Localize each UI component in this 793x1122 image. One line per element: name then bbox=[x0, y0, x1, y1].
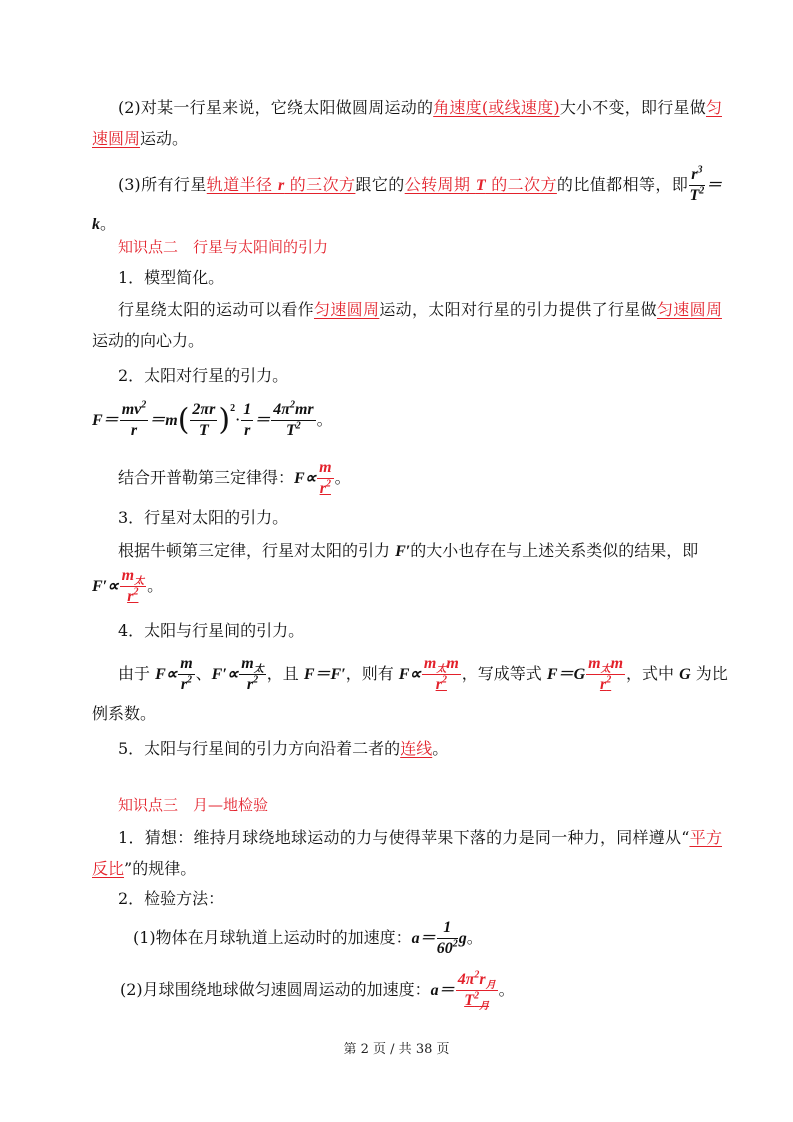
paragraph-continued: 例系数。 bbox=[92, 704, 157, 723]
answer-blank: 匀速圆周 bbox=[313, 300, 380, 319]
formula: F′∝ $\frac{m_太}{r^2}$ 。 bbox=[92, 567, 164, 605]
text: 运动。 bbox=[140, 129, 189, 148]
text: 跟它的 bbox=[355, 175, 405, 194]
item-title: 2．检验方法： bbox=[118, 889, 225, 908]
text: (2)对某一行星来说，它绕太阳做圆周运动的 bbox=[118, 98, 434, 117]
answer-fraction: $\frac{m_太}{r^2}$ bbox=[121, 567, 145, 605]
paragraph: 根据牛顿第三定律，行星对太阳的引力 F′的大小也存在与上述关系类似的结果，即 bbox=[118, 541, 699, 560]
paragraph-2 bbox=[92, 92, 722, 154]
answer-blank: 轨道半径 r 的三次方 bbox=[206, 175, 356, 194]
paragraph: 结合开普勒第三定律得：F∝ $\frac{m}{r^2}$ 。 bbox=[118, 459, 351, 497]
sub-item: (1)物体在月球轨道上运动时的加速度：a＝ $\frac{1}{60^2}$ g。 bbox=[133, 919, 483, 957]
answer-blank: 平方反比 bbox=[92, 828, 722, 878]
formula: ＝k bbox=[92, 177, 722, 233]
paragraph: 由于 F∝ $\frac{m}{r^2}$ 、F′∝ $\frac{m_太}{r^2}$ ，且 F＝F′，则有 F∝ $\frac{m_太m}{r^2}$ ，写成等式 F＝G $\frac{m_太m}{r^2}$ ，式中 G 为比 bbox=[118, 655, 728, 693]
item-title: 1．模型简化。 bbox=[118, 268, 225, 287]
formula-gravity: F＝ $\frac{mv^2}{r}$ ＝m( $\frac{2\pi r}{T}$ )$^2$· $\frac{1}{r}$ ＝ $\frac{4\pi^2mr}{T^2}$ 。 bbox=[92, 399, 333, 439]
answer-fraction: $\frac{m_太m}{r^2}$ bbox=[588, 655, 624, 693]
sub-item: (2)月球围绕地球做匀速圆周运动的加速度：a＝ $\frac{4\pi^2r_月}{T^2_月}$ 。 bbox=[120, 969, 515, 1013]
text: (3)所有行星 bbox=[118, 175, 207, 194]
paragraph: 1．猜想：维持月球绕地球运动的力与使得苹果下落的力是同一种力，同样遵从“平方反比”的规律。 bbox=[92, 828, 722, 878]
text: 的比值都相等，即 bbox=[556, 175, 689, 194]
section-heading: 知识点二 行星与太阳间的引力 bbox=[118, 238, 329, 256]
answer-blank: 角速度(或线速度) bbox=[433, 98, 560, 117]
item-title: 5．太阳与行星间的引力方向沿着二者的连线。 bbox=[118, 739, 449, 758]
answer-fraction: $\frac{m}{r^2}$ bbox=[319, 459, 332, 497]
text: 大小不变，即行星做 bbox=[559, 98, 706, 117]
answer-fraction: $\frac{4\pi^2r_月}{T^2_月}$ bbox=[457, 969, 496, 1013]
paragraph-3: (3)所有行星轨道半径 r 的三次方跟它的公转周期 T 的二次方的比值都相等，即 $\frac{r^3}{T^2}$ ＝k。 bbox=[92, 164, 722, 233]
section-heading: 知识点三 月—地检验 bbox=[118, 796, 269, 814]
answer-blank: 公转周期 T 的二次方 bbox=[404, 175, 557, 194]
item-title: 4．太阳与行星间的引力。 bbox=[118, 621, 305, 640]
paragraph: 行星绕太阳的运动可以看作匀速圆周运动，太阳对行星的引力提供了行星做匀速圆周运动的向心力。 bbox=[92, 300, 722, 350]
page-footer: 第 2 页 / 共 38 页 bbox=[343, 1042, 450, 1057]
item-title: 3．行星对太阳的引力。 bbox=[118, 508, 289, 527]
fraction: $\frac{r^3}{T^2}$ bbox=[689, 164, 705, 204]
answer-fraction: $\frac{m_太m}{r^2}$ bbox=[423, 655, 459, 693]
answer-blank: 连线 bbox=[400, 739, 433, 758]
answer-blank: 匀速圆周 bbox=[656, 300, 722, 319]
answer-blank: 匀速圆周 bbox=[92, 98, 722, 148]
item-title: 2．太阳对行星的引力。 bbox=[118, 366, 289, 385]
